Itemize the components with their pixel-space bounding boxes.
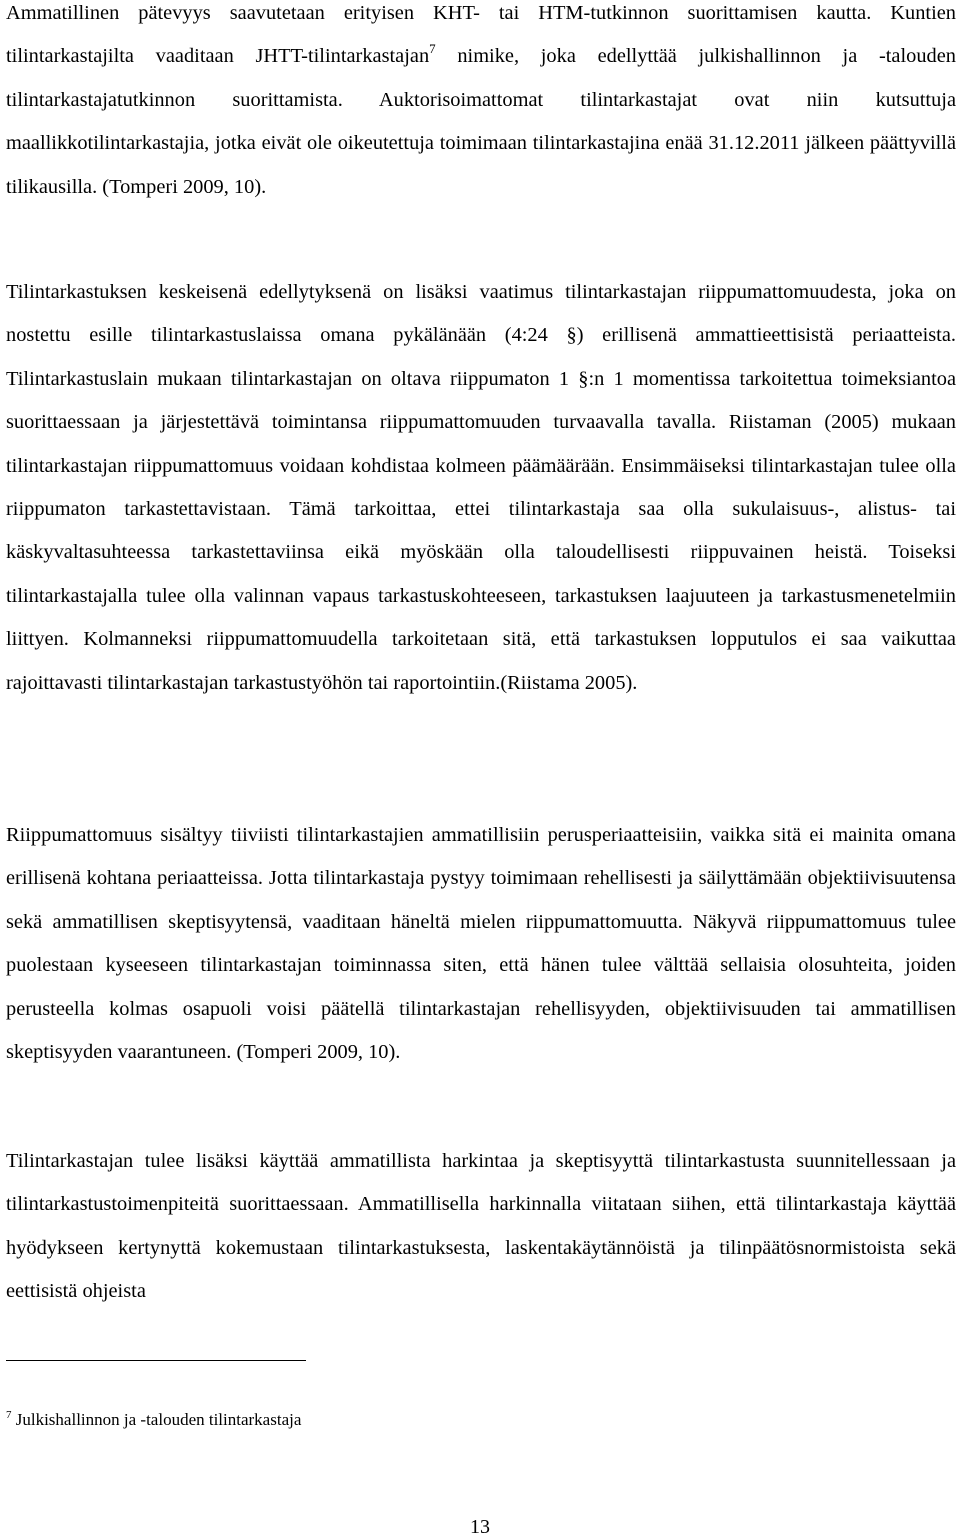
footnote-reference: 7 bbox=[429, 41, 436, 57]
footnote-marker: 7 bbox=[6, 1409, 12, 1421]
page-number: 13 bbox=[470, 1516, 490, 1538]
paragraph-independence-principles: Riippumattomuus sisältyy tiiviisti tilintarkastajien ammatillisiin perusperiaatteisiin, vaikka sitä ei mainita omana erillisenä kohtana periaatteissa. Jotta tilintarkastaja pystyy toimimaan rehellisesti ja säilyttämään objektiivisuutensa sekä ammatillisen skeptisyytensä, vaaditaan häneltä mielen riippumattomuutta. Näkyvä riippumattomuus tulee puolestaan kyseeseen tilintarkastajan toiminnassa siten, että hänen tulee välttää sellaisia olosuhteita, joiden perusteella kolmas osapuoli voisi päätellä tilintarkastajan rehellisyyden, objektiivisuuden tai ammatillisen skeptisyyden vaarantuneen. (Tomperi 2009, 10). bbox=[6, 824, 956, 1064]
paragraph-qualifications-text-b: nimike, joka edellyttää julkishallinnon ja -talouden tilintarkastajatutkinnon suorittamista. Auktorisoimattomat tilintarkastajat ovat niin kutsuttuja maallikkotilintarkastajia, jotka eivät ole oikeutettuja toimimaan tilintarkastajina enää 31.12.2011 jälkeen päättyvillä tilikausilla. (Tomperi 2009, 10). bbox=[6, 45, 956, 198]
footnote-text: Julkishallinnon ja -talouden tilintarkastaja bbox=[11, 1410, 302, 1429]
paragraph-professional-judgement: Tilintarkastajan tulee lisäksi käyttää ammatillista harkintaa ja skeptisyyttä tilintarkastusta suunnitellessaan ja tilintarkastustoimenpiteitä suorittaessaan. Ammatillisella harkinnalla viitataan siihen, että tilintarkastaja käyttää hyödykseen kertynyttä kokemustaan tilintarkastuksesta, laskentakäytännöistä ja tilinpäätösnormistoista sekä eettisistä ohjeista bbox=[6, 1150, 956, 1303]
footnote bbox=[6, 1408, 301, 1432]
paragraph-qualifications bbox=[6, 0, 956, 209]
paragraph-qualifications-text-a: Ammatillinen pätevyys saavutetaan erityisen KHT- tai HTM-tutkinnon suorittamisen kautta. Kuntien tilintarkastajilta vaaditaan JHTT-tilintarkastajan bbox=[6, 2, 956, 68]
footnote-separator bbox=[6, 1360, 306, 1361]
paragraph-independence-requirement: Tilintarkastuksen keskeisenä edellytyksenä on lisäksi vaatimus tilintarkastajan riippumattomuudesta, joka on nostettu esille tilintarkastuslaissa omana pykälänään (4:24 §) erillisenä ammattieettisistä periaatteista. Tilintarkastuslain mukaan tilintarkastajan on oltava riippumaton 1 §:n 1 momentissa tarkoitettua toimeksiantoa suorittaessaan ja järjestettävä toimintansa riippumattomuuden turvaavalla tavalla. Riistaman (2005) mukaan tilintarkastajan riippumattomuus voidaan kohdistaa kolmeen päämäärään. Ensimmäiseksi tilintarkastajan tulee olla riippumaton tarkastettavistaan. Tämä tarkoittaa, ettei tilintarkastaja saa olla sukulaisuus-, alistus- tai käskyvaltasuhteessa tarkastettaviinsa eikä myöskään olla taloudellisesti riippuvainen heistä. Toiseksi tilintarkastajalla tulee olla valinnan vapaus tarkastuskohteeseen, tarkastuksen laajuuteen ja tarkastusmenetelmiin liittyen. Kolmanneksi riippumattomuudella tarkoitetaan sitä, että tarkastuksen lopputulos ei saa vaikuttaa rajoittavasti tilintarkastajan tarkastustyöhön tai raportointiin.(Riistama 2005). bbox=[6, 281, 956, 694]
